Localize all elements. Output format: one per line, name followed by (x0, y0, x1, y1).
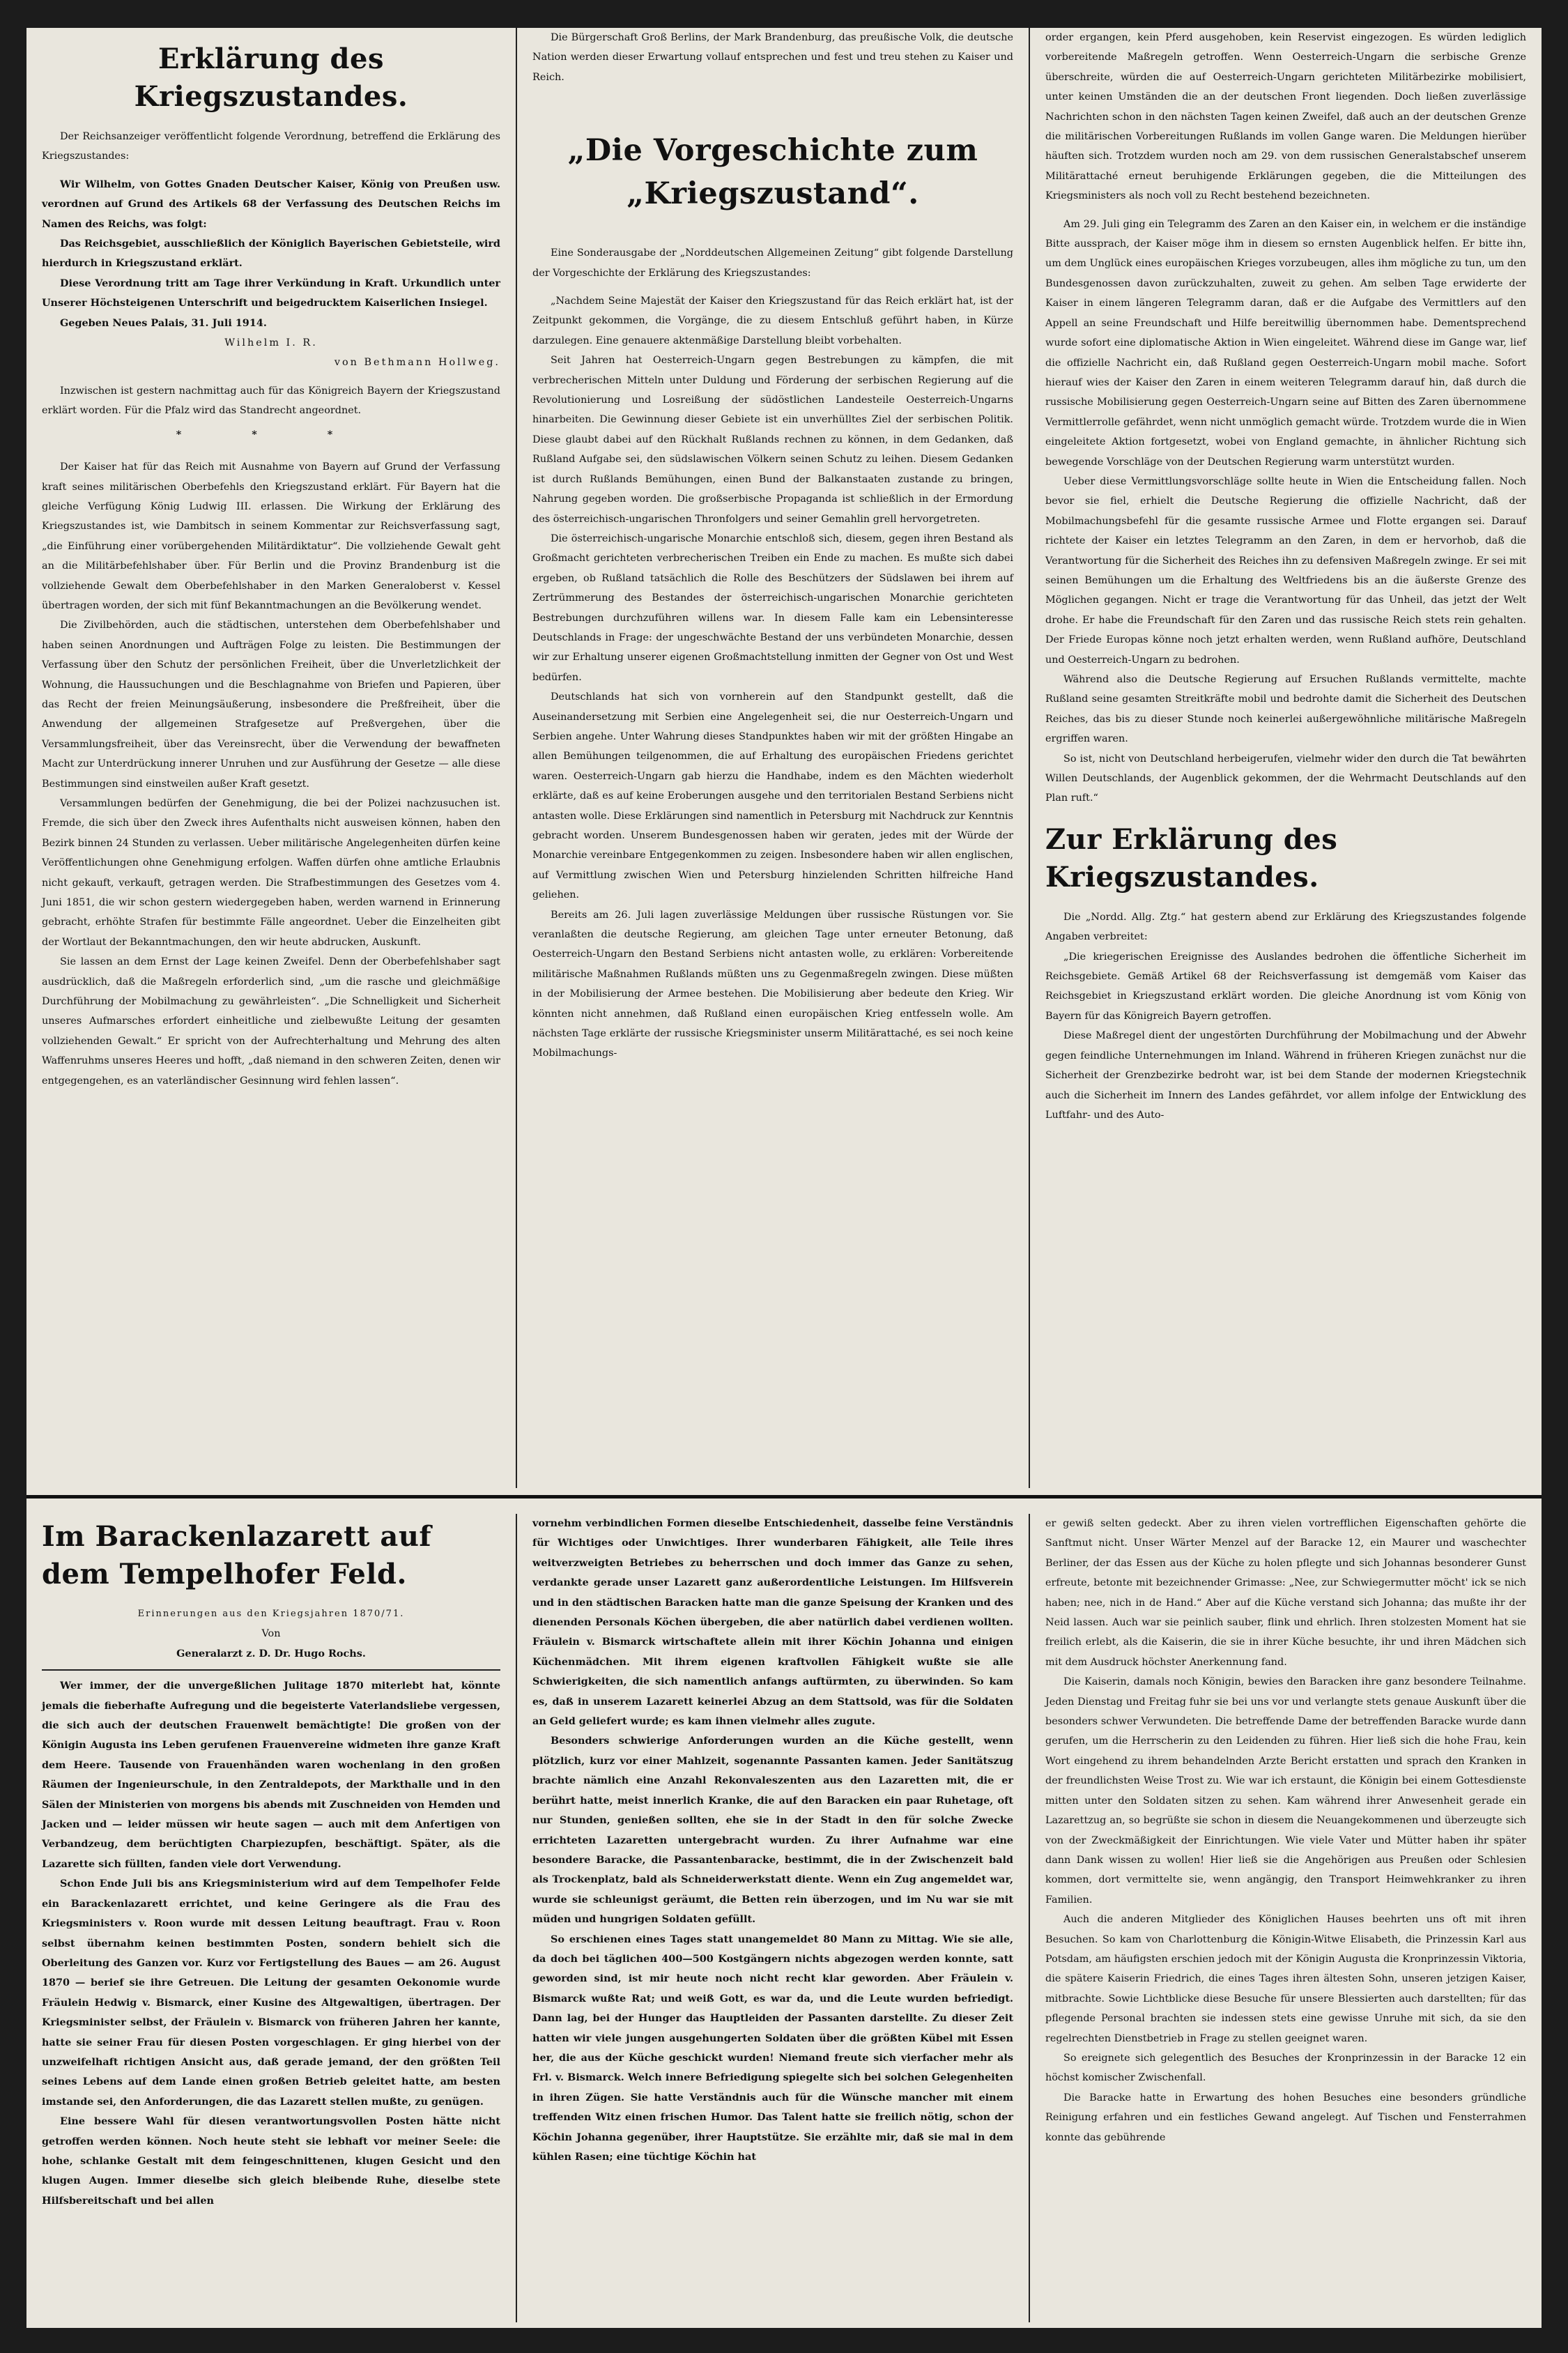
separator-stars: * * * (176, 428, 367, 440)
article-subtitle: Erinnerungen aus den Kriegsjahren 1870/71. (137, 1609, 405, 1619)
intro-paragraph: Der Reichsanzeiger veröffentlicht folgende Verordnung, betreffend die Erklärung des Kriegszustandes: (42, 131, 500, 162)
signature-emperor: Wilhelm I. R. (224, 337, 318, 349)
paragraph: „Die kriegerischen Ereignisse des Auslandes bedrohen die öffentliche Sicherheit im Reichsgebiete. Gemäß Artikel 68 der Reichsverfassung ist demgemäß vom Kaiser das Reichsgebiet in Kriegszustand erklärt worden. Die gleiche Anordnung ist vom König von Bayern für das Königreich Bayern getroffen. (1045, 951, 1526, 1022)
paragraph: Deutschlands hat sich von vornherein auf den Standpunkt gestellt, daß die Auseinandersetzung mit Serbien eine Angelegenheit sei, die nur Oesterreich-Ungarn und Serbien angehe. Unter Wahrung dieses Standpunktes haben wir mit der größten Hingabe an allen Bemühungen teilgenommen, die auf Erhaltung des europäischen Friedens gerichtet waren. Oesterreich-Ungarn gab hierzu die Handhabe, indem es den Mächten wiederholt erklärte, daß es auf keine Eroberungen ausgehe und den territorialen Bestand Serbiens nicht antasten wolle. Diese Erklärungen sind namentlich in Petersburg mit Nachdruck zur Kenntnis gebracht worden. Unserem Bundesgenossen haben wir geraten, jedes mit der Würde der Monarchie vereinbare Entgegenkommen zu zeigen. Insbesondere haben wir allen englischen, auf Vermittlung zwischen Wien und Petersburg hinzielenden Schritten hilfreiche Hand geliehen. (532, 691, 1013, 901)
newspaper-page (26, 28, 1542, 2328)
decree-place-date: Gegeben Neues Palais, 31. Juli 1914. (60, 316, 267, 329)
lower-column-2 (516, 1514, 1029, 2322)
section-divider (26, 1495, 1542, 1499)
byline-rule (42, 1669, 500, 1671)
paragraph: vornehm verbindlichen Formen dieselbe Entschiedenheit, dasselbe feine Verständnis für Wichtiges oder Unwichtiges. Ihrer wunderbaren Fähigkeit, alle Teile ihres weitverzweigten Betriebes zu beherrschen und doch immer das Ganze zu sehen, verdankte gerade unser Lazarett ganz außerordentliche Leistungen. Im Hilfsverein und in den städtischen Baracken hatte man die ganze Speisung der Kranken und des dienenden Personals Köchen übergeben, die aber natürlich dabei verdienen wollten. Fräulein v. Bismarck wirtschaftete allein mit ihrer Köchin Johanna und einigen Küchenmädchen. Mit ihrem eigenen kraftvollen Fähigkeit wußte sie alle Schwierigkeiten, die sich namentlich anfangs auftürmten, zu überwinden. So kam es, daß in unserem Lazarett keinerlei Abzug an dem Stattsold, was für die Soldaten an Geld geliefert wurde; es kam ihnen vielmehr alles zugute. (532, 1517, 1013, 1728)
paragraph: So erschienen eines Tages statt unangemeldet 80 Mann zu Mittag. Wie sie alle, da doch bei täglichen 400—500 Kostgängern nichts abgezogen werden konnte, satt geworden sind, ist mir heute noch nicht recht klar geworden. Aber Fräulein v. Bismarck wußte Rat; und weiß Gott, es war da, und die Leute wurden befriedigt. Dann lag, bei der Hunger das Hauptleiden der Passanten darstellte. Zu dieser Zeit hatten wir viele jungen ausgehungerten Soldaten über die größten Kübel mit Essen her, die aus der Küche geschickt wurden! Niemand freute sich vierfacher mehr als Frl. v. Bismarck. Welch innere Befriedigung spiegelte sich bei solchen Gelegenheiten in ihren Zügen. Sie hatte Verständnis auch für die Wünsche mancher mit einem treffenden Witz einen frischen Humor. Das Talent hatte sie freilich nötig, schon der Köchin Johanna gegenüber, ihrer Hauptstütze. Sie erzählte mir, daß sie mal in dem kühlen Rasen; eine tüchtige Köchin hat (532, 1933, 1013, 2163)
paragraph: Inzwischen ist gestern nachmittag auch für das Königreich Bayern der Kriegszustand erklärt worden. Für die Pfalz wird das Standrecht angeordnet. (42, 385, 500, 417)
article-title-kriegszustand: Erklärung des Kriegszustandes. (134, 43, 408, 113)
paragraph: Eine bessere Wahl für diesen verantwortungsvollen Posten hätte nicht getroffen werden können. Noch heute steht sie lebhaft vor meiner Seele: die hohe, schlanke Gestalt mit dem feingeschnittenen, klugen Gesicht und den klugen Augen. Immer dieselbe sich gleich bleibende Ruhe, dieselbe stete Hilfsbereitschaft und bei allen (42, 2115, 500, 2207)
paragraph: Die Baracke hatte in Erwartung des hohen Besuches eine besonders gründliche Reinigung erfahren und ein festliches Gewand angelegt. Auf Tischen und Fensterrahmen konnte das gebührende (1045, 2092, 1526, 2143)
paragraph: Wer immer, der die unvergeßlichen Julitage 1870 miterlebt hat, könnte jemals die fieberhafte Aufregung und die begeisterte Vaterlandsliebe vergessen, die sich auch der deutschen Frauenwelt bemächtigte! Die großen von der Königin Augusta ins Leben gerufenen Frauenvereine widmeten ihre ganze Kraft dem Heere. Tausende von Frauenhänden waren wochenlang in den großen Räumen der Ingenieurschule, in den Zentraldepots, der Markthalle und in den Sälen der Ministerien von morgens bis abends mit Zuschneiden von Hemden und Jacken und — leider müssen wir heute sagen — auch mit dem Anfertigen von Verbandzeug, dem berüchtigten Charpiezupfen, beschäftigt. Später, als die Lazarette sich füllten, fanden viele dort Verwendung. (42, 1680, 500, 1870)
decree-paragraph-2: Das Reichsgebiet, ausschließlich der Königlich Bayerischen Gebietsteile, wird hierdurch in Kriegszustand erklärt. (42, 238, 500, 270)
paragraph: Die Bürgerschaft Groß Berlins, der Mark Brandenburg, das preußische Volk, die deutsche Nation werden dieser Erwartung vollauf entsprechen und fest und treu stehen zu Kaiser und Reich. (532, 32, 1013, 83)
lower-column-3 (1029, 1514, 1542, 2322)
paragraph: Die Kaiserin, damals noch Königin, bewies den Baracken ihre ganz besondere Teilnahme. Jeden Dienstag und Freitag fuhr sie bei uns vor und verlangte stets genaue Auskunft über die besonders schwer Verwundeten. Die betreffende Dame der betreffenden Baracke wurde dann gerufen, um die Herrscherin zu den Leidenden zu führen. Hier ließ sich die hohe Frau, kein Wort eingehend zu ihrem behandelnden Arzte Bericht erstatten und sprach den Kranken in der freundlichsten Weise Trost zu. Wie war ich erstaunt, die Königin bei einem Gottesdienste mitten unter den Soldaten sitzen zu sehen. Kam während ihrer Anwesenheit gerade ein Lazarettzug an, so begrüßte sie schon in diesem die Neuangekommenen und überzeugte sich von der Zweckmäßigkeit der Einrichtungen. Wie viele Vater und Mütter haben ihr später dann Dank wissen zu wollen! Hier ließ sie die Angehörigen aus Preußen oder Schlesien kommen, dort vermittelte sie, wenn angängig, den Transport Heimwehkranker zu ihren Familien. (1045, 1676, 1526, 1906)
paragraph: Seit Jahren hat Oesterreich-Ungarn gegen Bestrebungen zu kämpfen, die mit verbrecherischen Mitteln unter Duldung und Förderung der serbischen Regierung auf die Revolutionierung und Losreißung der südöstlichen Landesteile Oesterreich-Ungarns hinarbeiten. Die Gewinnung dieser Gebiete ist ein unverhülltes Ziel der serbischen Politik. Diese glaubt dabei auf den Rückhalt Rußlands rechnen zu können, in dem Gedanken, daß Rußland Aufgabe sei, den südslawischen Völkern seinen Schutz zu leihen. Diesem Gedanken ist durch Rußlands Bemühungen, einen Bund der Balkanstaaten zustande zu bringen, Nahrung gegeben worden. Die großserbische Propaganda ist schließlich in der Ermordung des österreichisch-ungarischen Thronfolgers und seiner Gemahlin grell hervorgetreten. (532, 355, 1013, 525)
paragraph: Versammlungen bedürfen der Genehmigung, die bei der Polizei nachzusuchen ist. Fremde, die sich über den Zweck ihres Aufenthalts nicht ausweisen können, haben den Bezirk binnen 24 Stunden zu verlassen. Ueber militärische Angelegenheiten dürfen keine Veröffentlichungen ohne Genehmigung erfolgen. Waffen dürfen ohne amtliche Erlaubnis nicht gekauft, verkauft, getragen werden. Die Strafbestimmungen des Gesetzes vom 4. Juni 1851, die wir schon gestern wiedergegeben haben, werden warnend in Erinnerung gebracht, erhöhte Strafen für bestimmte Fälle angeordnet. Ueber die Einzelheiten gibt der Wortlaut der Bekanntmachungen, den wir heute abdrucken, Auskunft. (42, 798, 500, 948)
paragraph: Schon Ende Juli bis ans Kriegsministerium wird auf dem Tempelhofer Felde ein Barackenlazarett errichtet, und keine Geringere als die Frau des Kriegsministers v. Roon wurde mit dessen Leitung beauftragt. Frau v. Roon selbst übernahm keinen bestimmten Posten, sondern behielt sich die Oberleitung des Ganzen vor. Kurz vor Fertigstellung des Baues — am 26. August 1870 — berief sie ihre Getreuen. Die Leitung der gesamten Oekonomie wurde Fräulein Hedwig v. Bismarck, einer Kusine des Altgewaltigen, übertragen. Der Kriegsminister selbst, der Fräulein v. Bismarck von früheren Jahren her kannte, hatte sie seiner Frau für diesen Posten vorgeschlagen. Er ging hierbei von der unzweifelhaft richtigen Ansicht aus, daß gerade jemand, der den größten Teil seines Lebens auf dem Lande einen großen Betrieb geleitet hatte, am besten imstande sei, den Anforderungen, die das Lazarett stellen mußte, zu genügen. (42, 1878, 500, 2108)
paragraph: Ueber diese Vermittlungsvorschläge sollte heute in Wien die Entscheidung fallen. Noch bevor sie fiel, erhielt die Deutsche Regierung die offizielle Nachricht, daß der Mobilmachungsbefehl für die gesamte russische Armee und Flotte ergangen sei. Darauf richtete der Kaiser ein letztes Telegramm an den Zaren, in dem er hervorhob, daß die Verantwortung für die Sicherheit des Reiches ihn zu defensiven Maßregeln zwinge. Er sei mit seinen Bemühungen um die Erhaltung des Weltfriedens bis an die äußerste Grenze des Möglichen gegangen. Nicht er trage die Verantwortung für das Unheil, das jetzt der Welt drohe. Er habe die Freundschaft für den Zaren und das russische Reich stets rein gehalten. Der Friede Europas könne noch jetzt erhalten werden, wenn Rußland aufhöre, Deutschland und Oesterreich-Ungarn zu bedrohen. (1045, 475, 1526, 666)
article-title-vorgeschichte: „Die Vorgeschichte zum „Kriegszustand“. (567, 133, 978, 212)
byline-von: Von (261, 1628, 281, 1640)
paragraph: Während also die Deutsche Regierung auf Ersuchen Rußlands vermittelte, machte Rußland seine gesamten Streitkräfte mobil und bedrohte damit die Sicherheit des Deutschen Reiches, das bis zu dieser Stunde noch keinerlei außergewöhnliche militärische Maßregeln ergriffen waren. (1045, 674, 1526, 745)
decree-paragraph: Wir Wilhelm, von Gottes Gnaden Deutscher Kaiser, König von Preußen usw. verordnen auf Grund des Artikels 68 der Verfassung des Deutschen Reichs im Namen des Reichs, was folgt: (42, 178, 500, 230)
article-title-barackenlazarett: Im Barackenlazarett auf dem Tempelhofer Feld. (42, 1520, 432, 1591)
article-title-zur-erklaerung: Zur Erklärung des Kriegszustandes. (1045, 822, 1338, 894)
lower-section (26, 1514, 1542, 2322)
paragraph: order ergangen, kein Pferd ausgehoben, kein Reservist eingezogen. Es würden lediglich vorbereitende Maßregeln getroffen. Wenn Oesterreich-Ungarn die serbische Grenze überschreite, würden die auf Oesterreich-Ungarn gerichteten Militärbezirke mobilisiert, unter keinen Umständen die an der deutschen Front liegenden. Doch ließen zuverlässige Nachrichten schon in den nächsten Tagen keinen Zweifel, daß auch an der deutschen Grenze die militärischen Vorbereitungen Rußlands im vollen Gange waren. Die Meldungen hierüber häuften sich. Trotzdem wurden noch am 29. von dem russischen Generalstabschef unserem Militärattaché erneut beruhigende Erklärungen gegeben, die die Mitteilungen des Kriegsministers als noch voll zu Recht bestehend bezeichneten. (1045, 32, 1526, 202)
upper-section (26, 28, 1542, 1488)
paragraph: Bereits am 26. Juli lagen zuverlässige Meldungen über russische Rüstungen vor. Sie veranlaßten die deutsche Regierung, am gleichen Tage unter erneuter Betonung, daß Oesterreich-Ungarn den Bestand Serbiens nicht antasten wolle, zu erklären: Vorbereitende militärische Maßnahmen Rußlands müßten uns zu Gegenmaßregeln zwingen. Diese müßten in der Mobilisierung der Armee bestehen. Die Mobilisierung aber bedeute den Krieg. Wir könnten nicht annehmen, daß Rußland einen europäischen Krieg entfesseln wolle. Am nächsten Tage erklärte der russische Kriegsminister unserm Militärattaché, es sei noch keine Mobilmachungs- (532, 909, 1013, 1059)
byline-author: Generalarzt z. D. Dr. Hugo Rochs. (176, 1647, 366, 1660)
paragraph: er gewiß selten gedeckt. Aber zu ihren vielen vortrefflichen Eigenschaften gehörte die Sanftmut nicht. Unser Wärter Menzel auf der Baracke 12, ein Maurer und waschechter Berliner, der das Essen aus der Küche zu holen pflegte und sich Johannas besonderer Gunst erfreute, betonte mit bezeichnender Grimasse: „Nee, zur Schwiegermutter möcht' ick se nich haben; nee, nich in de Hand.“ Aber auf die Küche verstand sich Johanna; das mußte ihr der Neid lassen. Auch war sie peinlich sauber, flink und ehrlich. Ihren stolzesten Moment hat sie freilich erlebt, als die Kaiserin, die sie in ihrer Küche besuchte, ihr und ihren Mädchen sich mit dem Ausdruck höchster Anerkennung fand. (1045, 1518, 1526, 1668)
paragraph: Am 29. Juli ging ein Telegramm des Zaren an den Kaiser ein, in welchem er die inständige Bitte aussprach, der Kaiser möge ihm in diesem so ernsten Augenblick helfen. Er bitte ihn, um dem Unglück eines europäischen Krieges vorzubeugen, alles ihm mögliche zu tun, um den Bundesgenossen davon zurückzuhalten, zuweit zu gehen. Am selben Tage erwiderte der Kaiser in einem längeren Telegramm daran, daß er die Aufgabe des Vermittlers auf den Appell an seine Freundschaft und Hilfe bereitwillig übernommen habe. Dementsprechend wurde sofort eine diplomatische Aktion in Wien eingeleitet. Während diese im Gange war, lief die offizielle Nachricht ein, daß Rußland gegen Oesterreich-Ungarn mobil mache. Sofort hierauf wies der Kaiser den Zaren in einem weiteren Telegramm darauf hin, daß durch die russische Mobilisierung gegen Oesterreich-Ungarn seine auf Bitten des Zaren übernommene Vermittlerrolle gefährdet, wenn nicht unmöglich gemacht würde. Trotzdem wurde die in Wien eingeleitete Aktion fortgesetzt, wobei von England gemachte, in ähnlicher Richtung sich bewegende Vorschläge von der Deutschen Regierung warm unterstützt wurden. (1045, 218, 1526, 468)
paragraph: Der Kaiser hat für das Reich mit Ausnahme von Bayern auf Grund der Verfassung kraft seines militärischen Oberbefehls den Kriegszustand erklärt. Für Bayern hat die gleiche Verfügung König Ludwig III. erlassen. Die Wirkung der Erklärung des Kriegszustandes ist, wie Dambitsch in seinem Kommentar zur Reichsverfassung sagt, „die Einführung einer vorübergehenden Militärdiktatur“. Die vollziehende Gewalt geht an die Militärbefehlshaber über. Für Berlin und die Provinz Brandenburg ist die vollziehende Gewalt dem Oberbefehlshaber in den Marken Generaloberst v. Kessel übertragen worden, der sich mit fünf Bekanntmachungen an die Bevölkerung wendet. (42, 461, 500, 611)
lower-column-1 (26, 1514, 516, 2322)
paragraph: Die Zivilbehörden, auch die städtischen, unterstehen dem Oberbefehlshaber und haben seinen Anordnungen und Aufträgen Folge zu leisten. Die Bestimmungen der Verfassung über den Schutz der persönlichen Freiheit, über die Unverletzlichkeit der Wohnung, die Haussuchungen und die Beschlagnahme von Briefen und Papieren, über das Recht der freien Meinungsäußerung, insbesondere die Preßfreiheit, über die Anwendung der allgemeinen Strafgesetze auf Preßvergehen, über die Versammlungsfreiheit, über das Vereinsrecht, über die Verwendung der bewaffneten Macht zur Unterdrückung innerer Unruhen und zur Ausführung der Gesetze — alle diese Bestimmungen sind einstweilen außer Kraft gesetzt. (42, 620, 500, 790)
paragraph: Sie lassen an dem Ernst der Lage keinen Zweifel. Denn der Oberbefehlshaber sagt ausdrücklich, daß die Maßregeln erforderlich sind, „um die rasche und gleichmäßige Durchführung der Mobilmachung zu gewährleisten“. „Die Schnelligkeit und Sicherheit unseres Aufmarsches erfordert einheitliche und zielbewußte Leitung der gesamten vollziehenden Gewalt.“ Er spricht von der Aufrechterhaltung und Mehrung des alten Waffenruhms unseres Heeres und hofft, „daß niemand in den schweren Zeiten, denen wir entgegengehen, es an vaterländischer Gesinnung wird fehlen lassen“. (42, 956, 500, 1087)
paragraph: Diese Maßregel dient der ungestörten Durchführung der Mobilmachung und der Abwehr gegen feindliche Unternehmungen im Inland. Während in früheren Kriegen zunächst nur die Sicherheit der Grenzbezirke bedroht war, ist bei dem Stande der modernen Kriegstechnik auch die Sicherheit im Innern des Landes gefährdet, vor allem infolge der Entwicklung des Luftfahr- und des Auto- (1045, 1030, 1526, 1121)
upper-column-3 (1029, 28, 1542, 1488)
intro-paragraph: Die „Nordd. Allg. Ztg.“ hat gestern abend zur Erklärung des Kriegszustandes folgende Angaben verbreitet: (1045, 911, 1526, 943)
paragraph: Auch die anderen Mitglieder des Königlichen Hauses beehrten uns oft mit ihren Besuchen. So kam von Charlottenburg die Königin-Witwe Elisabeth, die Prinzessin Karl aus Potsdam, am häufigsten erschien jedoch mit der Königin Augusta die Kronprinzessin Viktoria, die spätere Kaiserin Friedrich, die eines Tages ihren ältesten Sohn, unseren jetzigen Kaiser, mitbrachte. Sowie Lichtblicke diese Besuche für unsere Blessierten auch darstellten; für das pflegende Personal brachten sie indessen stets eine gewisse Unruhe mit sich, da sie den regelrechten Dienstbetrieb in Frage zu stellen geeignet waren. (1045, 1914, 1526, 2044)
paragraph: Besonders schwierige Anforderungen wurden an die Küche gestellt, wenn plötzlich, kurz vor einer Mahlzeit, sogenannte Passanten kamen. Jeder Sanitätszug brachte nämlich eine Anzahl Rekonvaleszenten aus den Lazaretten mit, die er berührt hatte, meist innerlich Kranke, die auf den Baracken ein paar Ruhetage, oft nur Stunden, genießen sollten, ehe sie in der Stadt in den für solche Zwecke errichteten Lazaretten untergebracht wurden. Zu ihrer Aufnahme war eine besondere Baracke, die Passantenbaracke, bestimmt, die in der Zwischenzeit bald als Trockenplatz, bald als Schneiderwerkstatt diente. Wenn ein Zug angemeldet war, wurde sie schleunigst geräumt, die Betten rein überzogen, und im Nu war sie mit müden und hungrigen Soldaten gefüllt. (532, 1735, 1013, 1926)
signature-chancellor: von Bethmann Hollweg. (334, 357, 500, 369)
intro-paragraph: Eine Sonderausgabe der „Norddeutschen Allgemeinen Zeitung“ gibt folgende Darstellung der Vorgeschichte der Erklärung des Kriegszustandes: (532, 247, 1013, 279)
upper-column-2 (516, 28, 1029, 1488)
decree-paragraph-3: Diese Verordnung tritt am Tage ihrer Verkündung in Kraft. Urkundlich unter Unserer Höchsteigenen Unterschrift und beigedrucktem Kaiserlichen Insiegel. (42, 277, 500, 309)
paragraph: Die österreichisch-ungarische Monarchie entschloß sich, diesem, gegen ihren Bestand als Großmacht gerichteten verbrecherischen Treiben ein Ende zu machen. Es mußte sich dabei ergeben, ob Rußland tatsächlich die Rolle des Beschützers der Südslawen bei ihrem auf Zertrümmerung des Bestandes der österreichisch-ungarischen Monarchie gerichteten Bestrebungen durchzuführen willens war. In diesem Falle kam ein Lebensinteresse Deutschlands in Frage: der ungeschwächte Bestand der uns verbündeten Monarchie, dessen wir zur Erhaltung unserer eigenen Großmachtstellung inmitten der Gegner von Ost und West bedürfen. (532, 532, 1013, 683)
paragraph: So ist, nicht von Deutschland herbeigerufen, vielmehr wider den durch die Tat bewährten Willen Deutschlands, der Augenblick gekommen, der die Wehrmacht Deutschlands auf den Plan ruft.“ (1045, 753, 1526, 804)
paragraph: „Nachdem Seine Majestät der Kaiser den Kriegszustand für das Reich erklärt hat, ist der Zeitpunkt gekommen, die Vorgänge, die zu diesem Entschluß geführt haben, in Kürze darzulegen. Eine genauere aktenmäßige Darstellung bleibt vorbehalten. (532, 296, 1013, 346)
upper-column-1 (26, 28, 516, 1488)
paragraph: So ereignete sich gelegentlich des Besuches der Kronprinzessin in der Baracke 12 ein höchst komischer Zwischenfall. (1045, 2052, 1526, 2084)
